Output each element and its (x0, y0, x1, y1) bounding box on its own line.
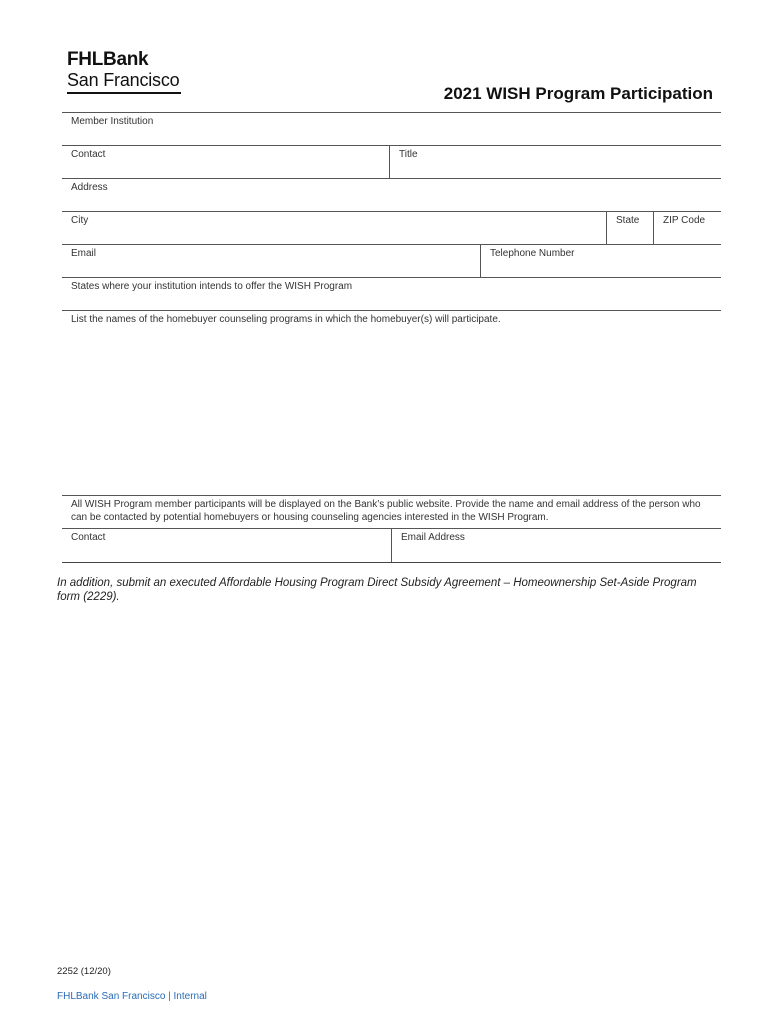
email-row (62, 245, 721, 278)
states-field[interactable]: States where your institution intends to offer the WISH Program (71, 281, 353, 292)
zip-code-field[interactable]: ZIP Code (653, 212, 721, 244)
submission-note: In addition, submit an executed Affordable Housing Program Direct Subsidy Agreement – Homeownership Set-Aside Program form (2229). (57, 577, 697, 603)
member-institution-field[interactable]: Member Institution (71, 116, 154, 127)
states-row (62, 278, 721, 311)
counseling-programs-row (62, 311, 721, 496)
contact-field[interactable]: Contact (71, 149, 106, 160)
contact-row (62, 146, 721, 179)
public-contact-field[interactable]: Contact (71, 532, 106, 543)
form-number: 2252 (12/20) (57, 966, 111, 977)
website-notice-row (62, 496, 721, 529)
logo-line-1: FHLBank (67, 49, 149, 70)
member-institution-row (62, 113, 721, 146)
city-row (62, 212, 721, 245)
address-row (62, 179, 721, 212)
email-field[interactable]: Email (71, 248, 97, 259)
city-field[interactable]: City (71, 215, 89, 226)
title-field[interactable]: Title (389, 146, 721, 178)
website-notice-text: All WISH Program member participants will be displayed on the Bank’s public website. Provide the name and email address of the person who can be contacted by potential homebuyers or housing counseling agencies interested in the WISH Program. (71, 499, 701, 523)
public-email-address-field[interactable]: Email Address (391, 529, 721, 562)
telephone-field[interactable]: Telephone Number (480, 245, 721, 277)
address-field[interactable]: Address (71, 182, 108, 193)
participation-form (62, 112, 721, 563)
logo-underline (67, 92, 181, 94)
public-contact-row (62, 529, 721, 563)
fhlbank-logo (67, 50, 181, 94)
counseling-programs-field[interactable]: List the names of the homebuyer counseling programs in which the homebuyer(s) will participate. (71, 314, 501, 325)
form-title: 2021 WISH Program Participation (443, 84, 713, 103)
state-field[interactable]: State (606, 212, 653, 244)
logo-line-2: San Francisco (67, 70, 180, 90)
footer-classification: FHLBank San Francisco | Internal (57, 991, 207, 1002)
